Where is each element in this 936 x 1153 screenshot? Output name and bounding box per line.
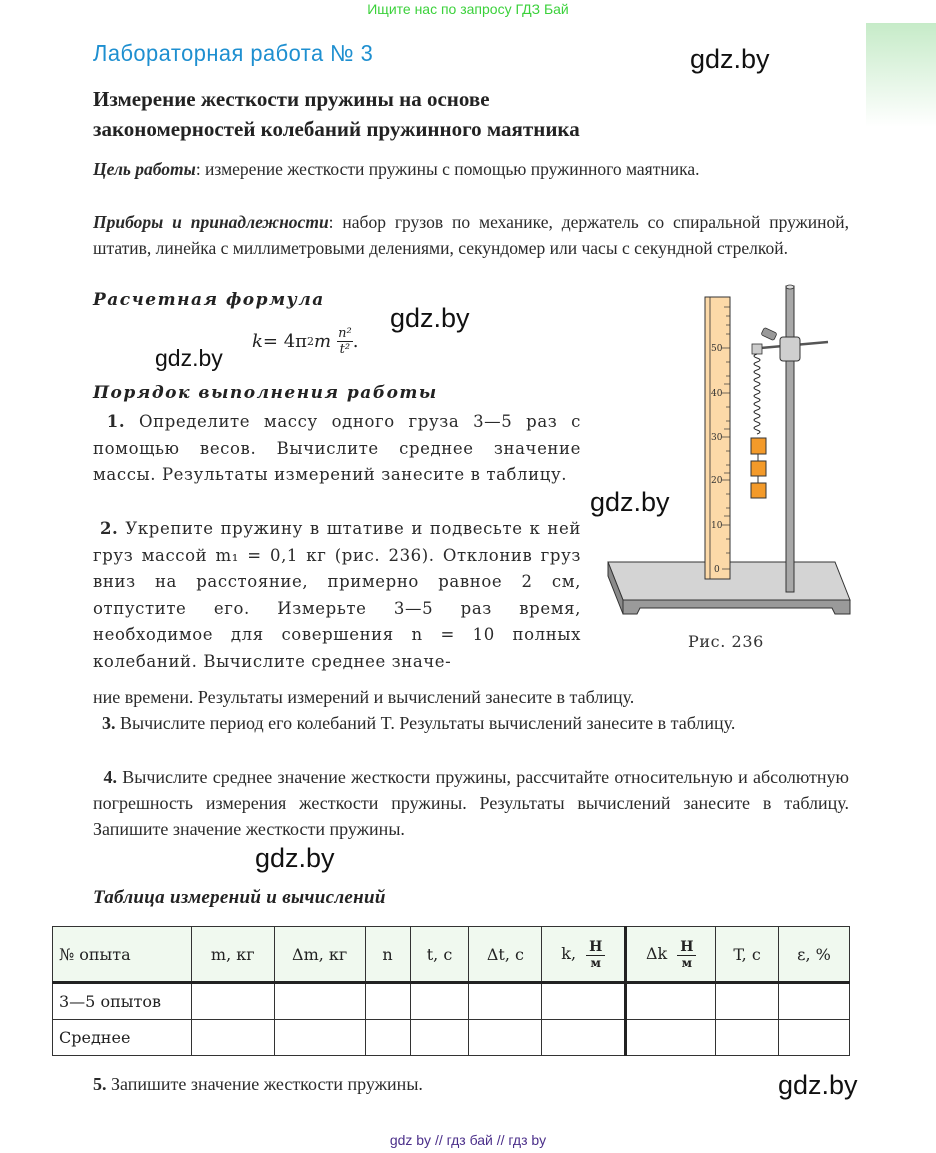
formula-k: k xyxy=(252,331,263,352)
formula-heading: Расчетная формула xyxy=(93,290,325,310)
step-2-text: Укрепите пружину в штативе и подвесьте к ней груз массой m₁ = 0,1 кг (рис. 236). Отклонив груз вниз на расстояние, примерно равное 2 см, отпустите его. Измерьте 3—5 раз время, необходимое для совершения n = 10 полных колебаний. Вычислите среднее значе- xyxy=(93,519,581,671)
watermark: gdz.by xyxy=(255,843,335,873)
table-cell xyxy=(274,1020,365,1056)
table-cell xyxy=(779,983,850,1020)
formula-fraction xyxy=(337,326,353,357)
table-cell xyxy=(716,983,779,1020)
equipment-text: : набор грузов по механике, держатель со спиральной пружиной, штатив, линейка с миллиметровыми делениями, секундомер или часы с секундной стрелкой. xyxy=(93,212,849,258)
table-cell xyxy=(191,983,274,1020)
k-label: k, xyxy=(561,943,577,963)
formula-denominator: t² xyxy=(339,342,351,357)
formula-eq: = 4π xyxy=(262,331,308,352)
table-title: Таблица измерений и вычислений xyxy=(93,887,386,908)
step-5-text: Запишите значение жесткости пружины. xyxy=(106,1074,423,1094)
table-cell xyxy=(365,1020,410,1056)
ruler-label-10: 10 xyxy=(711,521,723,531)
col-header-time: t, с xyxy=(410,927,469,983)
step-3-number: 3. xyxy=(102,713,116,733)
step-2-continued xyxy=(93,684,849,710)
decorative-green-block xyxy=(866,23,936,127)
col-header-k xyxy=(542,927,626,983)
subtitle-line-1: Измерение жесткости пружины на основе xyxy=(93,87,490,111)
table-cell xyxy=(469,1020,542,1056)
ruler-label-40: 40 xyxy=(711,389,723,399)
goal-label: Цель работы xyxy=(93,159,196,179)
procedure-heading: Порядок выполнения работы xyxy=(93,383,438,403)
step-1-text: Определите массу одного груза 3—5 раз с помощью весов. Вычислите среднее значение массы. Результаты измерений занесите в таблицу. xyxy=(93,412,581,484)
col-header-delta-mass: Δm, кг xyxy=(274,927,365,983)
table-cell xyxy=(626,1020,716,1056)
ruler-label-0: 0 xyxy=(714,565,720,575)
step-3 xyxy=(93,710,849,736)
watermark: gdz.by xyxy=(690,44,770,74)
formula-numerator: n² xyxy=(338,326,352,341)
step-5-number: 5. xyxy=(93,1074,107,1094)
step-2-number: 2. xyxy=(99,519,119,538)
figure-caption: Рис. 236 xyxy=(688,632,764,651)
step-3-text: Вычислите период его колебаний T. Результаты вычислений занесите в таблицу. xyxy=(115,713,736,733)
table-cell xyxy=(469,983,542,1020)
goal-text: : измерение жесткости пружины с помощью пружинного маятника. xyxy=(195,159,700,179)
equipment-paragraph xyxy=(93,209,849,261)
unit-n-per-m xyxy=(677,939,696,970)
footer-links[interactable]: gdz by // гдз бай // гдз by xyxy=(389,1132,547,1148)
ruler-label-20: 20 xyxy=(711,476,723,486)
col-header-trial: № опыта xyxy=(53,927,192,983)
watermark: gdz.by xyxy=(778,1070,858,1100)
top-banner[interactable]: Ищите нас по запросу ГДЗ Бай xyxy=(367,1,569,17)
lab-title: Лабораторная работа № 3 xyxy=(93,40,374,66)
table-cell xyxy=(191,1020,274,1056)
table-cell xyxy=(274,983,365,1020)
table-row xyxy=(53,1020,850,1056)
table-cell xyxy=(542,983,626,1020)
row-label: 3—5 опытов xyxy=(53,983,192,1020)
ruler-label-30: 30 xyxy=(711,433,723,443)
step-1 xyxy=(93,409,581,489)
unit-denominator: м xyxy=(590,955,601,970)
table-row xyxy=(53,983,850,1020)
lab-subtitle xyxy=(93,84,580,144)
step-1-number: 1. xyxy=(106,412,126,431)
col-header-delta-time: Δt, с xyxy=(469,927,542,983)
goal-paragraph xyxy=(93,156,849,182)
unit-n-per-m xyxy=(586,939,605,970)
row-label: Среднее xyxy=(53,1020,192,1056)
unit-denominator: м xyxy=(681,955,693,970)
table-cell xyxy=(779,1020,850,1056)
step-2-continued-text: ние времени. Результаты измерений и вычислений занесите в таблицу. xyxy=(93,687,635,707)
measurements-table xyxy=(52,926,850,1056)
table-cell xyxy=(410,1020,469,1056)
col-header-epsilon: ε, % xyxy=(779,927,850,983)
step-5 xyxy=(93,1071,423,1097)
step-4-text: Вычислите среднее значение жесткости пружины, рассчитайте относительную и абсолютную погрешность измерения жесткости пружины. Результаты вычислений занесите в таблицу. Запишите значение жесткости пружины. xyxy=(93,767,850,839)
step-2 xyxy=(93,516,581,675)
equipment-label: Приборы и принадлежности xyxy=(93,212,329,232)
col-header-period: T, с xyxy=(716,927,779,983)
col-header-mass: m, кг xyxy=(191,927,274,983)
spring-formula xyxy=(252,326,358,357)
subtitle-line-2: закономерностей колебаний пружинного маятника xyxy=(93,117,580,141)
spring-pendulum-figure xyxy=(600,282,855,622)
unit-numerator: Н xyxy=(677,939,696,956)
table-header-row xyxy=(53,927,850,983)
formula-m: m xyxy=(314,331,332,352)
table-cell xyxy=(410,983,469,1020)
table-cell xyxy=(716,1020,779,1056)
delta-k-label: Δk xyxy=(645,943,668,963)
watermark: gdz.by xyxy=(155,345,223,371)
table-cell xyxy=(365,983,410,1020)
step-4-number: 4. xyxy=(103,767,117,787)
table-cell xyxy=(626,983,716,1020)
unit-numerator: Н xyxy=(586,939,605,956)
watermark: gdz.by xyxy=(390,303,470,333)
formula-sup: 2 xyxy=(307,335,315,348)
watermark: gdz.by xyxy=(590,487,670,517)
col-header-n: n xyxy=(365,927,410,983)
ruler-label-50: 50 xyxy=(711,344,723,354)
step-4 xyxy=(93,764,849,842)
table-cell xyxy=(542,1020,626,1056)
formula-period: . xyxy=(352,331,359,352)
col-header-delta-k xyxy=(626,927,716,983)
